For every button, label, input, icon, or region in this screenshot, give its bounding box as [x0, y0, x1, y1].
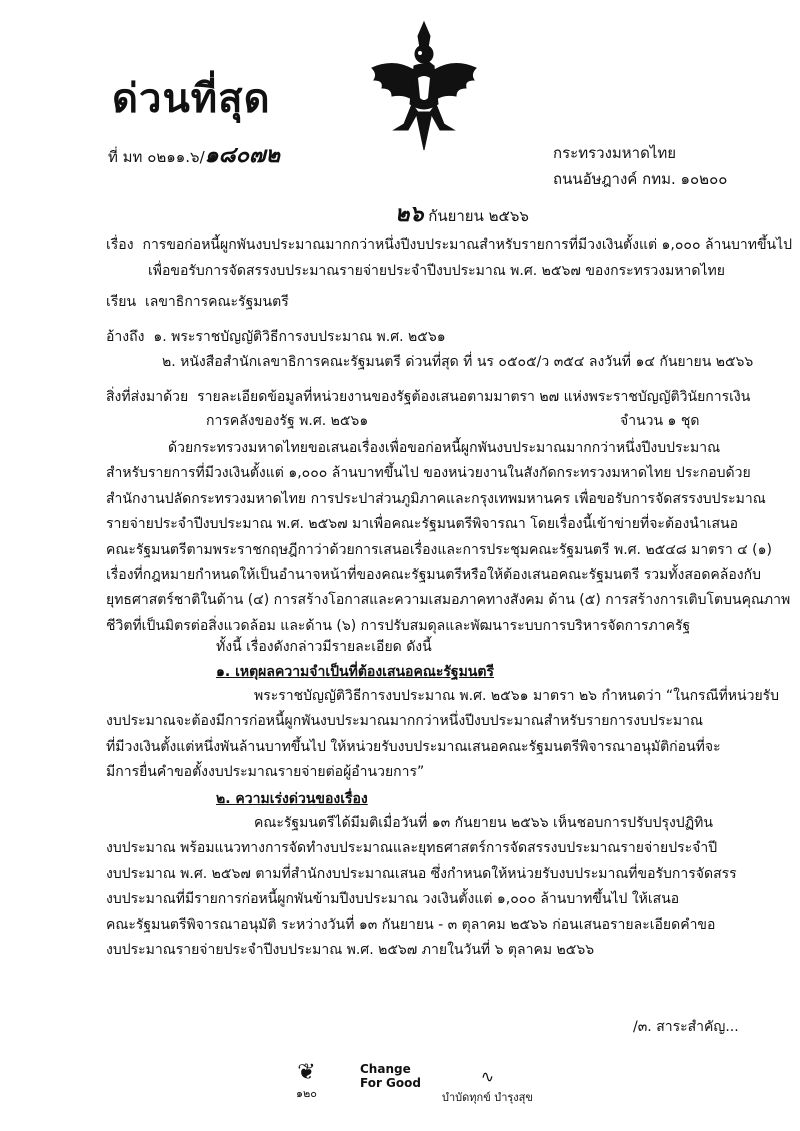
change-for-good-line-2: For Good: [360, 1076, 421, 1090]
section-2-paragraph: [106, 811, 737, 963]
subject-text-2: เพื่อขอรับการจัดสรรงบประมาณรายจ่ายประจำปีงบประมาณ พ.ศ. ๒๕๖๗ ของกระทรวงมหาดไทย: [148, 263, 725, 279]
section-1-heading: ๑. เหตุผลความจำเป็นที่ต้องเสนอคณะรัฐมนตรี: [216, 664, 494, 680]
enclosure-quantity: จำนวน ๑ ชุด: [620, 413, 700, 429]
document-number-handwritten: ๑๘๐๗๒: [204, 142, 281, 168]
reference-label: อ้างถึง: [106, 329, 145, 345]
change-for-good-line-1: Change: [360, 1062, 411, 1076]
enclosure-label: สิ่งที่ส่งมาด้วย: [106, 389, 189, 405]
details-intro: ทั้งนี้ เรื่องดังกล่าวมีรายละเอียด ดังนี้: [216, 639, 432, 655]
date-month-year: กันยายน ๒๕๖๖: [428, 207, 529, 225]
section-2-line: คณะรัฐมนตรีพิจารณาอนุมัติ ระหว่างวันที่ ๑๓ กันยายน - ๓ ตุลาคม ๒๕๖๖ ก่อนเสนอรายละเอียดคำขอ: [106, 916, 716, 933]
section-1-line: ที่มีวงเงินตั้งแต่หนึ่งพันล้านบาทขึ้นไป ให้หน่วยรับงบประมาณเสนอคณะรัฐมนตรีพิจารณาอนุมัติก่อนที่จะ: [106, 738, 721, 755]
subject-label: เรื่อง: [106, 237, 134, 253]
section-2-line: งบประมาณ พร้อมแนวทางการจัดทำงบประมาณและยุทธศาสตร์การจัดสรรงบประมาณรายจ่ายประจำปี: [106, 840, 718, 857]
section-2-heading: ๒. ความเร่งด่วนของเรื่อง: [216, 791, 368, 807]
document-date: [395, 196, 529, 231]
enclosure-line-1: [106, 387, 750, 407]
section-1-paragraph: [106, 684, 780, 786]
anniversary-logo: [296, 1062, 317, 1102]
section-2-line: คณะรัฐมนตรีได้มีมติเมื่อวันที่ ๑๓ กันยายน ๒๕๖๖ เห็นชอบการปรับปรุงปฏิทิน: [254, 815, 713, 831]
intro-line: เรื่องที่กฎหมายกำหนดให้เป็นอำนาจหน้าที่ของคณะรัฐมนตรีหรือให้ต้องเสนอคณะรัฐมนตรี รวมทั้งสอดคล้องกับ: [106, 567, 761, 584]
document-number: [108, 137, 280, 172]
ministry-street: ถนนอัษฎางค์ กทม. ๑๐๒๐๐: [553, 170, 728, 188]
enclosure-text-2: การคลังของรัฐ พ.ศ. ๒๕๖๑: [206, 413, 369, 429]
section-2-line: งบประมาณ พ.ศ. ๒๕๖๗ ตามที่สำนักงบประมาณเสนอ ซึ่งกำหนดให้หน่วยรับงบประมาณที่ขอรับการจัดสรร: [106, 865, 737, 882]
intro-line: คณะรัฐมนตรีตามพระราชกฤษฎีกาว่าด้วยการเสนอเรื่องและการประชุมคณะรัฐมนตรี พ.ศ. ๒๕๔๘ มาตรา ๔ (๑): [106, 541, 772, 558]
document-number-prefix: ที่ มท ๐๒๑๑.๖/: [108, 148, 205, 166]
date-day-handwritten: ๒๖: [395, 201, 424, 227]
intro-line: รายจ่ายประจำปีงบประมาณ พ.ศ. ๒๕๖๗ มาเพื่อคณะรัฐมนตรีพิจารณา โดยเรื่องนี้เข้าข่ายที่จะต้องนำเสนอ: [106, 516, 739, 533]
anniversary-logo-text: ๑๒๐: [296, 1087, 317, 1100]
motto-logo: [442, 1066, 533, 1106]
recipient-line: [106, 292, 289, 312]
subject-text-1: การขอก่อหนี้ผูกพันงบประมาณมากกว่าหนึ่งปีงบประมาณสำหรับรายการที่มีวงเงินตั้งแต่ ๑,๐๐๐ ล้านบาทขึ้นไป: [142, 237, 793, 253]
intro-line: ยุทธศาสตร์ชาติในด้าน (๔) การสร้างโอกาสและความเสมอภาคทางสังคม ด้าน (๕) การสร้างการเติบโตบนคุณภาพ: [106, 592, 791, 609]
section-2-line: งบประมาณที่มีรายการก่อหนี้ผูกพันข้ามปีงบประมาณ วงเงินตั้งแต่ ๑,๐๐๐ ล้านบาทขึ้นไป ให้เสนอ: [106, 891, 680, 908]
ministry-name: กระทรวงมหาดไทย: [553, 144, 677, 162]
ministry-address: [553, 140, 727, 192]
section-1-line: งบประมาณจะต้องมีการก่อหนี้ผูกพันงบประมาณมากกว่าหนึ่งปีงบประมาณสำหรับรายการงบประมาณ: [106, 713, 703, 730]
urgency-label: ด่วนที่สุด: [112, 76, 271, 122]
reference-item-2: ๒. หนังสือสำนักเลขาธิการคณะรัฐมนตรี ด่วนที่สุด ที่ นร ๐๕๐๕/ว ๓๕๔ ลงวันที่ ๑๔ กันยายน ๒๕๖๖: [162, 354, 754, 370]
reference-item-1: ๑. พระราชบัญญัติวิธีการงบประมาณ พ.ศ. ๒๕๖๑: [153, 329, 446, 345]
section-2-line: งบประมาณรายจ่ายประจำปีงบประมาณ พ.ศ. ๒๕๖๗ ภายในวันที่ ๖ ตุลาคม ๒๕๖๖: [106, 942, 595, 959]
continuation-note: /๓. สาระสำคัญ...: [633, 1019, 739, 1035]
intro-line: สำหรับรายการที่มีวงเงินตั้งแต่ ๑,๐๐๐ ล้านบาทขึ้นไป ของหน่วยงานในสังกัดกระทรวงมหาดไทย ประกอบด้วย: [106, 465, 751, 482]
subject-line-1: [106, 235, 792, 255]
reference-line-1: [106, 327, 446, 347]
section-1-line: มีการยื่นคำขอตั้งงบประมาณรายจ่ายต่อผู้อำนวยการ”: [106, 764, 425, 781]
garuda-emblem-icon: [364, 18, 484, 158]
motto-icon: ∿: [480, 1067, 495, 1086]
section-1-line: พระราชบัญญัติวิธีการงบประมาณ พ.ศ. ๒๕๖๑ มาตรา ๒๖ กำหนดว่า “ในกรณีที่หน่วยรับ: [254, 688, 780, 704]
enclosure-text-1: รายละเอียดข้อมูลที่หน่วยงานของรัฐต้องเสนอตามมาตรา ๒๗ แห่งพระราชบัญญัติวินัยการเงิน: [197, 389, 751, 405]
intro-line: ชีวิตที่เป็นมิตรต่อสิ่งแวดล้อม และด้าน (๖) การปรับสมดุลและพัฒนาระบบการบริหารจัดการภาครัฐ: [106, 617, 691, 634]
motto-logo-text: บำบัดทุกข์ บำรุงสุข: [442, 1091, 533, 1104]
recipient-label: เรียน: [106, 294, 137, 310]
intro-line: ด้วยกระทรวงมหาดไทยขอเสนอเรื่องเพื่อขอก่อหนี้ผูกพันงบประมาณมากกว่าหนึ่งปีงบประมาณ: [168, 440, 721, 456]
anniversary-icon: ❦: [297, 1060, 316, 1085]
change-for-good-logo: [360, 1062, 421, 1090]
intro-line: สำนักงานปลัดกระทรวงมหาดไทย การประปาส่วนภูมิภาคและกรุงเทพมหานคร เพื่อขอรับการจัดสรรงบประมาณ: [106, 490, 766, 507]
intro-paragraph: [106, 436, 791, 639]
footer-logos: [0, 1062, 800, 1102]
recipient-text: เลขาธิการคณะรัฐมนตรี: [144, 294, 289, 310]
